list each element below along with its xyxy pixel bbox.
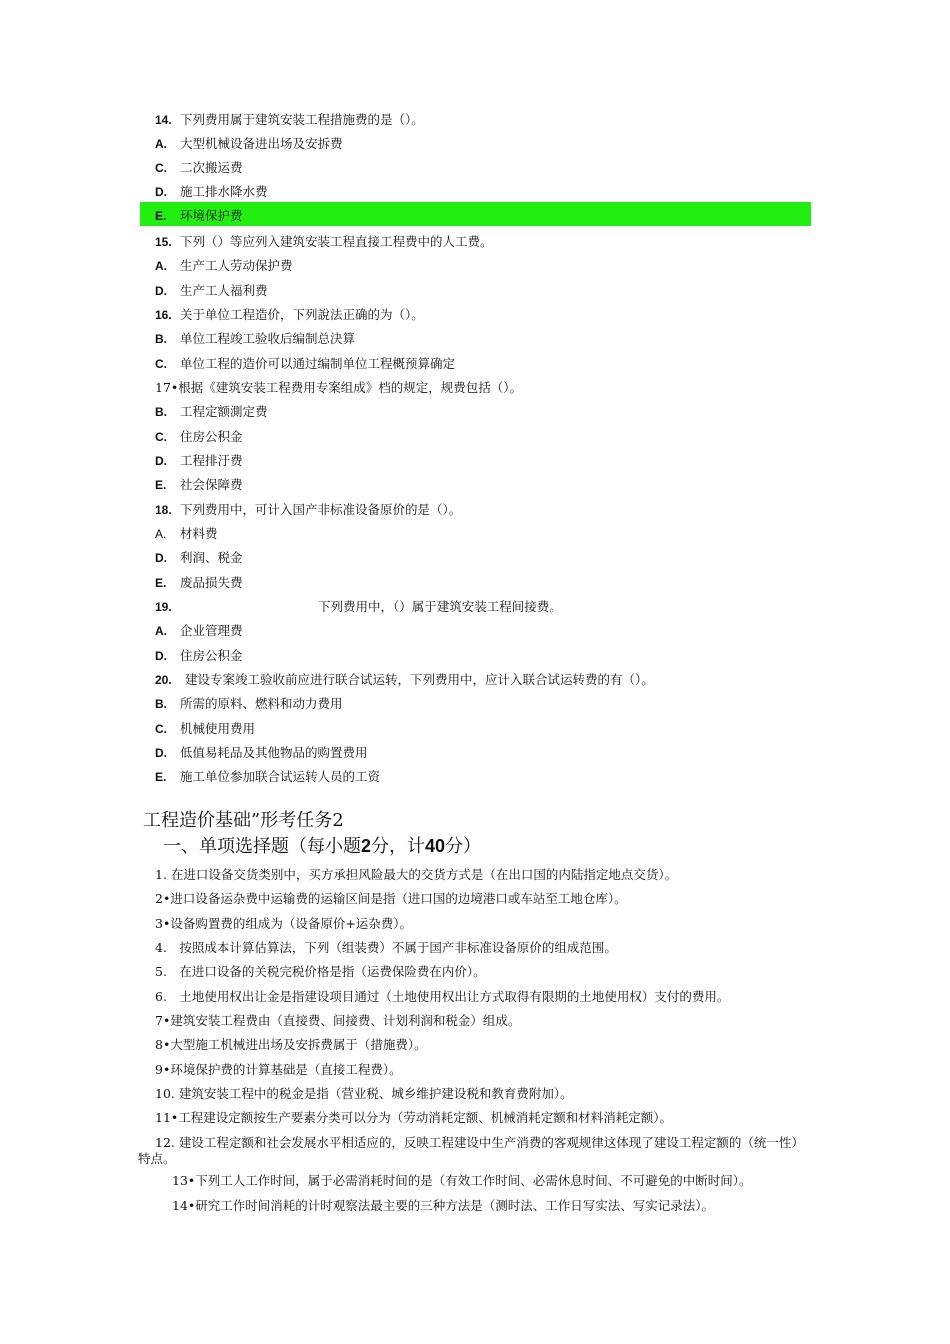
answer-item: 13•下列工人工作时间，属于必需消耗时间的是（有效工作时间、必需休息时间、不可避免的中断时间）。 bbox=[172, 1173, 752, 1188]
option-label: A. bbox=[155, 259, 167, 273]
question-16 bbox=[155, 307, 424, 323]
subtitle-points: 2 bbox=[361, 836, 372, 856]
question-number: 20. bbox=[155, 673, 172, 687]
option-text: 单位工程的造价可以通过编制单位工程概预算确定 bbox=[180, 356, 456, 371]
option-text: 低值易耗品及其他物品的购置费用 bbox=[180, 745, 368, 760]
option bbox=[155, 769, 380, 785]
answer-item: 3•设备购置费的组成为（设备原价+运杂费）。 bbox=[155, 916, 413, 931]
question-text: 17•根据《建筑安装工程费用专案组成》档的规定，规费包括（）。 bbox=[155, 380, 523, 395]
option-text: 材料费 bbox=[180, 526, 218, 541]
subtitle-text: 分，计 bbox=[371, 836, 426, 857]
option-text: 机械使用费用 bbox=[180, 721, 256, 736]
option-text: 施工排水降水费 bbox=[180, 184, 268, 199]
option-label: D. bbox=[155, 551, 167, 565]
option-text: 利润、税金 bbox=[180, 550, 243, 565]
subtitle-total: 40 bbox=[425, 836, 446, 856]
section-subtitle bbox=[163, 834, 481, 859]
option-text: 住房公积金 bbox=[180, 648, 243, 663]
option-text: 施工单位参加联合试运转人员的工资 bbox=[180, 769, 381, 784]
option-text: 大型机械设备进出场及安拆费 bbox=[180, 136, 343, 151]
option bbox=[155, 575, 243, 591]
option-text: 社会保障费 bbox=[180, 477, 243, 492]
option-text: 工程定额測定费 bbox=[180, 404, 268, 419]
option-label: D. bbox=[155, 454, 167, 468]
answer-item: 4. 按照成本计算估算法，下列（组装费）不属于国产非标准设备原价的组成范围。 bbox=[155, 940, 617, 955]
subtitle-text: 一、单项选择题（每小题 bbox=[163, 836, 361, 857]
option bbox=[155, 184, 268, 200]
option bbox=[155, 404, 268, 420]
question-number: 15. bbox=[155, 235, 172, 249]
question-15 bbox=[155, 234, 493, 250]
answer-item: 8•大型施工机械进出场及安拆费属于（措施费）。 bbox=[155, 1037, 427, 1052]
option-label: A. bbox=[155, 624, 167, 638]
option-text: 废品损失费 bbox=[180, 575, 243, 590]
option-label: A. bbox=[155, 137, 167, 151]
option bbox=[155, 745, 368, 761]
option-label: C. bbox=[155, 161, 167, 175]
option bbox=[155, 477, 243, 493]
option-text: 二次搬运费 bbox=[180, 160, 243, 175]
option-text: 住房公积金 bbox=[180, 429, 243, 444]
answer-item: 9•环境保护费的计算基础是（直接工程费）。 bbox=[155, 1062, 402, 1077]
option-label: B. bbox=[155, 332, 167, 346]
option-text: 生产工人福利费 bbox=[180, 283, 268, 298]
answer-item: 11•工程建设定额按生产要素分类可以分为（劳动消耗定额、机械消耗定额和材料消耗定额）。 bbox=[155, 1110, 673, 1125]
option-label: E. bbox=[155, 576, 167, 590]
option bbox=[155, 453, 243, 469]
answer-item: 1. 在进口设备交货类别中，买方承担风险最大的交货方式是（在出口国的内陆指定地点交货）。 bbox=[155, 867, 678, 882]
answer-item: 5. 在进口设备的关税完税价格是指（运费保险费在内价）。 bbox=[155, 964, 486, 979]
option-label: C. bbox=[155, 357, 167, 371]
option bbox=[155, 696, 343, 712]
option-text: 环境保护费 bbox=[180, 208, 243, 223]
answer-item: 6. 土地使用权出让金是指建设项目通过（土地使用权出让方式取得有限期的土地使用权）支付的费用。 bbox=[155, 989, 730, 1004]
question-number: 16. bbox=[155, 308, 172, 322]
question-text: 建设专案竣工验收前应进行联合试运转，下列费用中，应计入联合试运转费的有（）。 bbox=[185, 672, 654, 687]
question-text: 下列费用属于建筑安装工程措施费的是（）。 bbox=[180, 112, 424, 127]
option-text: 企业管理费 bbox=[180, 623, 243, 638]
option-text: 生产工人劳动保护费 bbox=[180, 258, 293, 273]
option bbox=[155, 526, 218, 542]
option-label: D. bbox=[155, 185, 167, 199]
question-text: 下列（）等应列入建筑安装工程直接工程费中的人工费。 bbox=[180, 234, 493, 249]
option-label: E. bbox=[155, 478, 167, 492]
question-14 bbox=[155, 112, 424, 128]
section-title: 工程造价基础”形考任务2 bbox=[143, 810, 344, 831]
option-label: D. bbox=[155, 746, 167, 760]
option-label: B. bbox=[155, 697, 167, 711]
question-17 bbox=[155, 380, 522, 396]
option bbox=[155, 648, 243, 664]
question-20 bbox=[155, 672, 654, 688]
question-number: 14. bbox=[155, 113, 172, 127]
option-label: C. bbox=[155, 722, 167, 736]
option bbox=[155, 356, 455, 372]
question-19 bbox=[155, 599, 562, 615]
option-label: D. bbox=[155, 649, 167, 663]
option bbox=[155, 550, 243, 566]
option bbox=[155, 160, 243, 176]
question-text: 下列费用中，可计入国产非标准设备原价的是（）。 bbox=[180, 502, 462, 517]
option bbox=[155, 721, 255, 737]
answer-item: 12. 建设工程定额和社会发展水平相适应的，反映工程建设中生产消费的客观规律这体现了建设工程定额的（统一性）特点。 bbox=[138, 1135, 798, 1166]
option bbox=[155, 331, 355, 347]
option-text: 所需的原料、燃料和动力费用 bbox=[180, 696, 343, 711]
option-label: D. bbox=[155, 284, 167, 298]
option bbox=[155, 429, 243, 445]
option-highlighted bbox=[155, 208, 243, 224]
option-label: C. bbox=[155, 430, 167, 444]
option-text: 单位工程竣工验收后编制总決算 bbox=[180, 331, 356, 346]
question-text: 关于单位工程造价，下列說法正确的为（）。 bbox=[180, 307, 424, 322]
question-18 bbox=[155, 502, 461, 518]
option bbox=[155, 258, 293, 274]
option-text: 工程排汙费 bbox=[180, 453, 243, 468]
option bbox=[155, 623, 243, 639]
option bbox=[155, 283, 268, 299]
question-number: 19. bbox=[155, 600, 172, 614]
option bbox=[155, 136, 343, 152]
option-label: E. bbox=[155, 209, 167, 223]
question-text: 下列费用中，（）属于建筑安装工程间接费。 bbox=[318, 599, 562, 614]
answer-item: 2•进口设备运杂费中运输费的运输区间是指（进口国的边境港口或车站至工地仓库）。 bbox=[155, 891, 627, 906]
option-label: B. bbox=[155, 405, 167, 419]
option-label: A. bbox=[155, 527, 167, 541]
question-number: 18. bbox=[155, 503, 172, 517]
answer-item: 10. 建筑安装工程中的税金是指（营业税、城乡维护建设税和教育费附加）。 bbox=[155, 1086, 573, 1101]
answer-item: 7•建筑安装工程费由（直接费、间接费、计划利润和税金）组成。 bbox=[155, 1013, 521, 1028]
option-label: E. bbox=[155, 770, 167, 784]
subtitle-text: 分） bbox=[445, 836, 482, 857]
answer-item: 14•研究工作时间消耗的计时观察法最主要的三种方法是（测时法、工作日写实法、写实记录法）。 bbox=[172, 1198, 715, 1213]
